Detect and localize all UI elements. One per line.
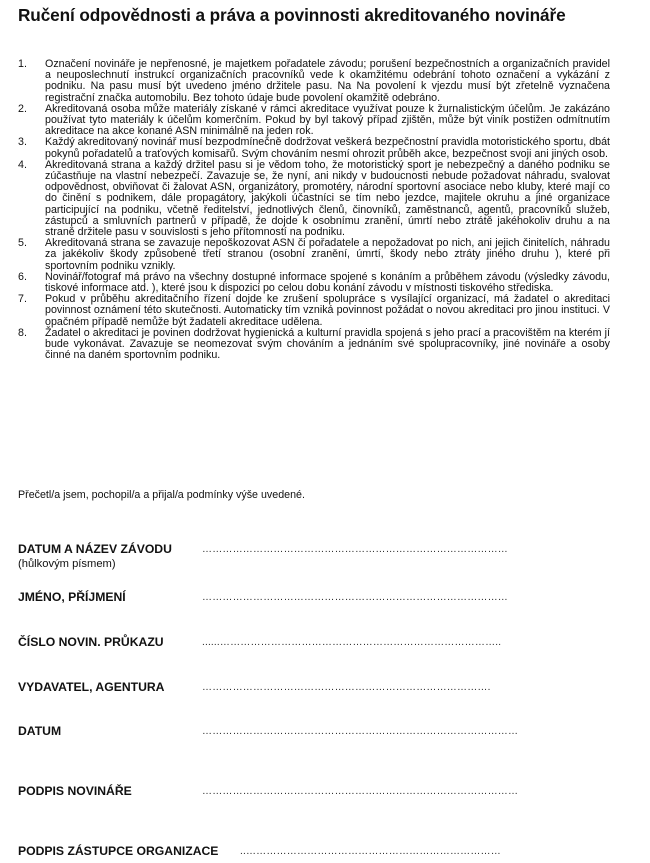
field-input-race[interactable]: ………………………………………………………………………………: [202, 544, 508, 555]
list-item: [18, 272, 610, 294]
field-label-race: DATUM A NÁZEV ZÁVODU: [18, 542, 172, 556]
item-number: 2.: [18, 102, 27, 115]
field-input-press-card[interactable]: ......………………………………………………………………………..: [202, 637, 502, 648]
item-text: Žadatel o akreditaci je povinen dodržovat hygienická a kulturní pravidla spojená s jeho prací a pracovištěm na kterém jí bude vykonávat. Zavazuje se neomezovat svým chováním a jednáním své spolupracovníky, jiné novináře a osoby činné na daném sportovním podniku.: [45, 326, 610, 362]
field-input-name[interactable]: ………………………………………………………………………………: [202, 592, 508, 603]
item-text: Akreditovaná strana a každý držitel pasu si je vědom toho, že motoristický sport je nebezpečný a daného podniku se zúčastňuje na vlastní nebezpečí. Zavazuje se, že nyní, ani nikdy v budoucnosti nebude požadovat náhradu, svalovat odpovědnost, obviňovat či žalovat ASN, organizátory, promotéry, národní sportovní asociace nebo kluby, které mají co do činění s podnikem, dále propagátory, jakýkoli účastníci se tím nebo jezdce, majitele okruhu a jiné organizace participující na podniku, včetně ředitelství, jednotlivých členů, činovníků, zaměstnanců, agentů, pracovníků služeb, zástupců a smluvních partnerů v případě, že dojde k osobnímu zranění, úmrtí nebo ztrátě jakéhokoliv druhu a na straně držitele pasu v souvislosti s jeho přítomností na podniku.: [45, 158, 610, 239]
field-input-org-signature[interactable]: ..…………………………………………………………………: [240, 846, 501, 857]
list-item: [18, 238, 610, 272]
item-number: 3.: [18, 136, 27, 149]
item-number: 7.: [18, 293, 27, 306]
list-item: [18, 137, 610, 159]
item-number: 5.: [18, 237, 27, 250]
item-number: 1.: [18, 58, 27, 70]
field-label-name: JMÉNO, PŘÍJMENÍ: [18, 590, 126, 604]
list-item: [18, 328, 610, 362]
document-title: Ručení odpovědnosti a práva a povinnosti akreditovaného novináře: [18, 5, 566, 25]
field-label-journalist-signature: PODPIS NOVINÁŘE: [18, 784, 132, 798]
item-number: 8.: [18, 326, 27, 339]
list-item: [18, 160, 610, 238]
item-text: Každý akreditovaný novinář musí bezpodmínečně dodržovat veškerá bezpečnostní pravidla motoristického sportu, dbát pokynů pořadatelů a traťových komisařů. Svým chováním nesmí ohrozit průběh akce, bezpečnost svoji ani jiných osob.: [45, 136, 610, 160]
item-text: Označení novináře je nepřenosné, je majetkem pořadatele závodu; porušení bezpečnostních a organizačních pravidel a neuposlechnutí instrukcí organizačních pracovníků vede k okamžitému odebrání tohoto označení a vykázání z podniku. Na pasu musí být uvedeno jméno držitele pasu. Na Na povolení k vjezdu musí být zřetelně vyznačena registrační značka automobilu. Bez tohoto údaje bude povolení okamžitě odebráno.: [45, 58, 610, 104]
item-number: 4.: [18, 158, 27, 171]
item-text: Akreditovaná osoba může materiály získané v rámci akreditace využívat pouze k žurnalistickým účelům. Je zakázáno používat tyto materiály k účelům komerčním. Pokud by byl takový případ zjištěn, může být viník postižen odmítnutím akreditace na akce konané ASN minimálně na jeden rok.: [45, 102, 610, 138]
field-sublabel-race: (hůlkovým písmem): [18, 558, 116, 570]
confirmation-text: Přečetl/a jsem, pochopil/a a přijal/a podmínky výše uvedené.: [18, 489, 305, 501]
field-label-press-card: ČÍSLO NOVIN. PRŮKAZU: [18, 635, 164, 649]
list-item: [18, 59, 610, 104]
item-text: Akreditovaná strana se zavazuje nepoškozovat ASN či pořadatele a nepožadovat po nich, ani jejich činitelích, náhradu za jakékoliv škody způsobené třetí stranou (osobní zranění, úmrtí, škody nebo ztráty jiného druhu ), které při sportovním podniku vznikly.: [45, 237, 610, 272]
list-item: [18, 104, 610, 138]
item-text: Novinář/fotograf má právo na všechny dostupné informace spojené s konáním a průběhem závodu (výsledky závodu, tiskové informace atd. ), které jsou k dispozici po celou dobu konání závodu v místnosti tiskového střediska.: [45, 270, 610, 295]
field-input-date[interactable]: …………………………………………………………………………………: [202, 726, 519, 737]
item-number: 6.: [18, 270, 27, 283]
field-label-publisher: VYDAVATEL, AGENTURA: [18, 680, 165, 694]
conditions-list: [18, 59, 610, 361]
item-text: Pokud v průběhu akreditačního řízení dojde ke zrušení spolupráce s vysílající organizací, má žadatel o akreditaci povinnost oznámení této skutečnosti. Automaticky tím vzniká povinnost požádat o novou akreditaci pro jinou instituci. V opačném případě nemůže být žadateli akreditace udělena.: [45, 293, 610, 328]
list-item: [18, 294, 610, 328]
field-label-date: DATUM: [18, 724, 62, 738]
field-input-publisher[interactable]: ………………………………………………………………………….: [202, 682, 491, 693]
field-label-org-signature: PODPIS ZÁSTUPCE ORGANIZACE: [18, 844, 219, 858]
field-input-journalist-signature[interactable]: …………………………………………………………………………………: [202, 786, 519, 797]
